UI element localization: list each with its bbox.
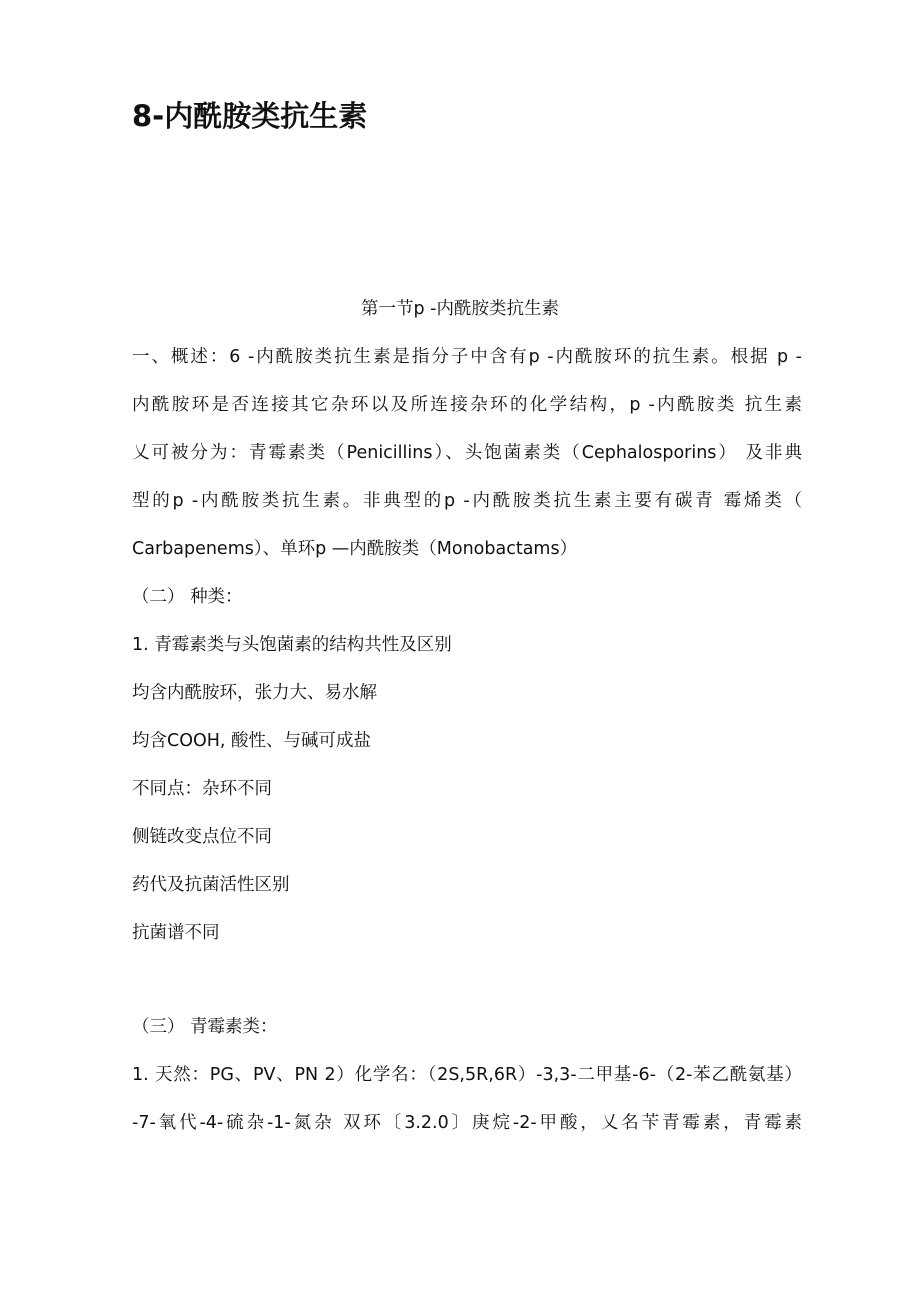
point-line: 不同点：杂环不同 xyxy=(132,779,272,799)
point-line: 均含内酰胺环，张力大、易水解 xyxy=(132,683,377,703)
types-item-1: 1. 青霉素类与头饱菌素的结构共性及区别 xyxy=(132,635,452,655)
penicillin-heading: （三） 青霉素类： xyxy=(132,1017,278,1037)
overview-line-2: 内酰胺环是否连接其它杂环以及所连接杂环的化学结构，p -内酰胺类 抗生素 xyxy=(132,395,802,415)
section-heading: 第一节p -内酰胺类抗生素 xyxy=(361,299,559,319)
point-line: 均含COOH, 酸性、与碱可成盐 xyxy=(132,731,372,751)
overview-line-1: 一、概述：6 -内酰胺类抗生素是指分子中含有p -内酰胺环的抗生素。根据 p - xyxy=(132,347,802,367)
overview-line-4: 型的p -内酰胺类抗生素。非典型的p -内酰胺类抗生素主要有碳青 霉烯类（ xyxy=(132,491,802,511)
overview-line-3: 乂可被分为：青霉素类（Penicillins）、头饱菌素类（Cephalosporins） 及非典 xyxy=(132,443,802,463)
natural-line-2: -7-氧代-4-硫杂-1-氮杂 双环〔3.2.0〕庚烷-2-甲酸，乂名苄青霉素，青霉素 xyxy=(132,1113,802,1133)
overview-line-5: Carbapenems）、单环p —内酰胺类（Monobactams） xyxy=(132,539,578,559)
point-line: 药代及抗菌活性区别 xyxy=(132,875,290,895)
types-heading: （二） 种类： xyxy=(132,587,243,607)
natural-line-1: 1. 天然：PG、PV、PN 2）化学名：（2S,5R,6R）-3,3-二甲基-6-（2-苯乙酰氨基） xyxy=(132,1065,802,1085)
point-line: 抗菌谱不同 xyxy=(132,923,220,943)
point-line: 侧链改变点位不同 xyxy=(132,827,272,847)
document-title: 8-内酰胺类抗生素 xyxy=(132,99,368,133)
